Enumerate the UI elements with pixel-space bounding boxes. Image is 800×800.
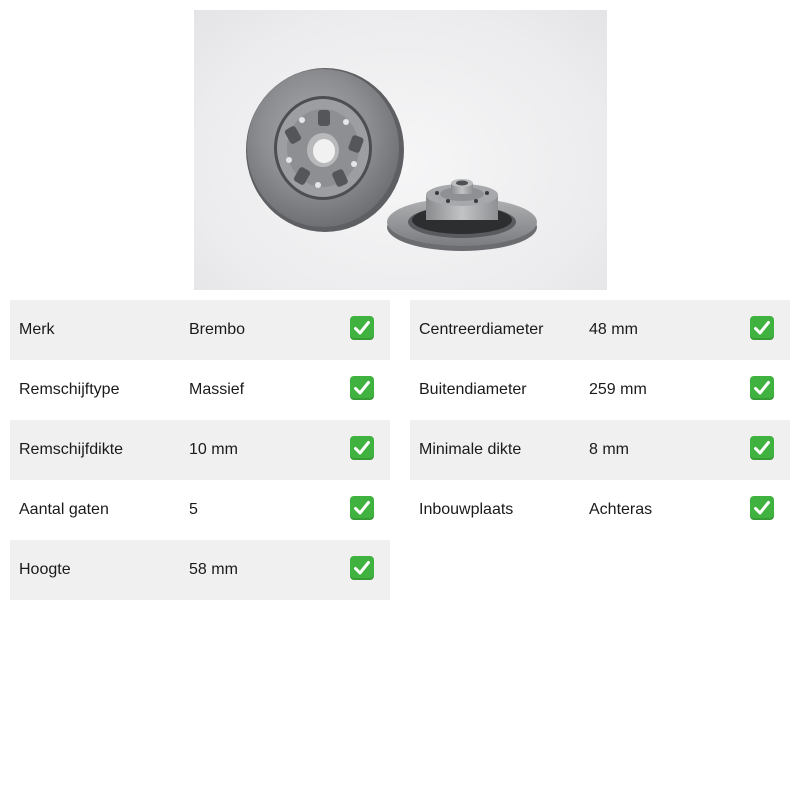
spec-row: [410, 480, 790, 540]
spec-table-left: [10, 300, 390, 600]
check-icon: [750, 496, 774, 520]
check-icon: [750, 316, 774, 340]
check-icon: [350, 496, 374, 520]
check-icon: [750, 436, 774, 460]
spec-value: 58 mm: [189, 561, 238, 578]
spec-row: [410, 420, 790, 480]
spec-label: Centreerdiameter: [419, 321, 544, 338]
spec-value: 8 mm: [589, 441, 629, 458]
spec-value: Brembo: [189, 321, 246, 338]
spec-value: Massief: [189, 381, 245, 398]
spec-value: Achteras: [589, 501, 653, 518]
spec-row: [410, 360, 790, 420]
product-image: [194, 10, 607, 290]
spec-value: 5: [189, 501, 198, 518]
spec-value: 10 mm: [189, 441, 238, 458]
spec-label: Remschijfdikte: [19, 441, 124, 458]
check-icon: [350, 316, 374, 340]
check-icon: [350, 556, 374, 580]
spec-row: [10, 480, 390, 540]
brake-disc-photo: [194, 10, 607, 290]
spec-label: Aantal gaten: [19, 501, 109, 518]
spec-label: Minimale dikte: [419, 441, 522, 458]
spec-label: Merk: [19, 321, 55, 338]
check-icon: [350, 376, 374, 400]
spec-label: Buitendiameter: [419, 381, 527, 398]
check-icon: [750, 376, 774, 400]
spec-row: [10, 420, 390, 480]
spec-table-right: [410, 300, 790, 540]
spec-row: [10, 300, 390, 360]
check-icon: [350, 436, 374, 460]
spec-label: Remschijftype: [19, 381, 120, 398]
spec-label: Inbouwplaats: [419, 501, 514, 518]
spec-row: [10, 360, 390, 420]
spec-label: Hoogte: [19, 561, 71, 578]
spec-value: 48 mm: [589, 321, 638, 338]
spec-value: 259 mm: [589, 381, 647, 398]
spec-row: [10, 540, 390, 600]
spec-row: [410, 300, 790, 360]
